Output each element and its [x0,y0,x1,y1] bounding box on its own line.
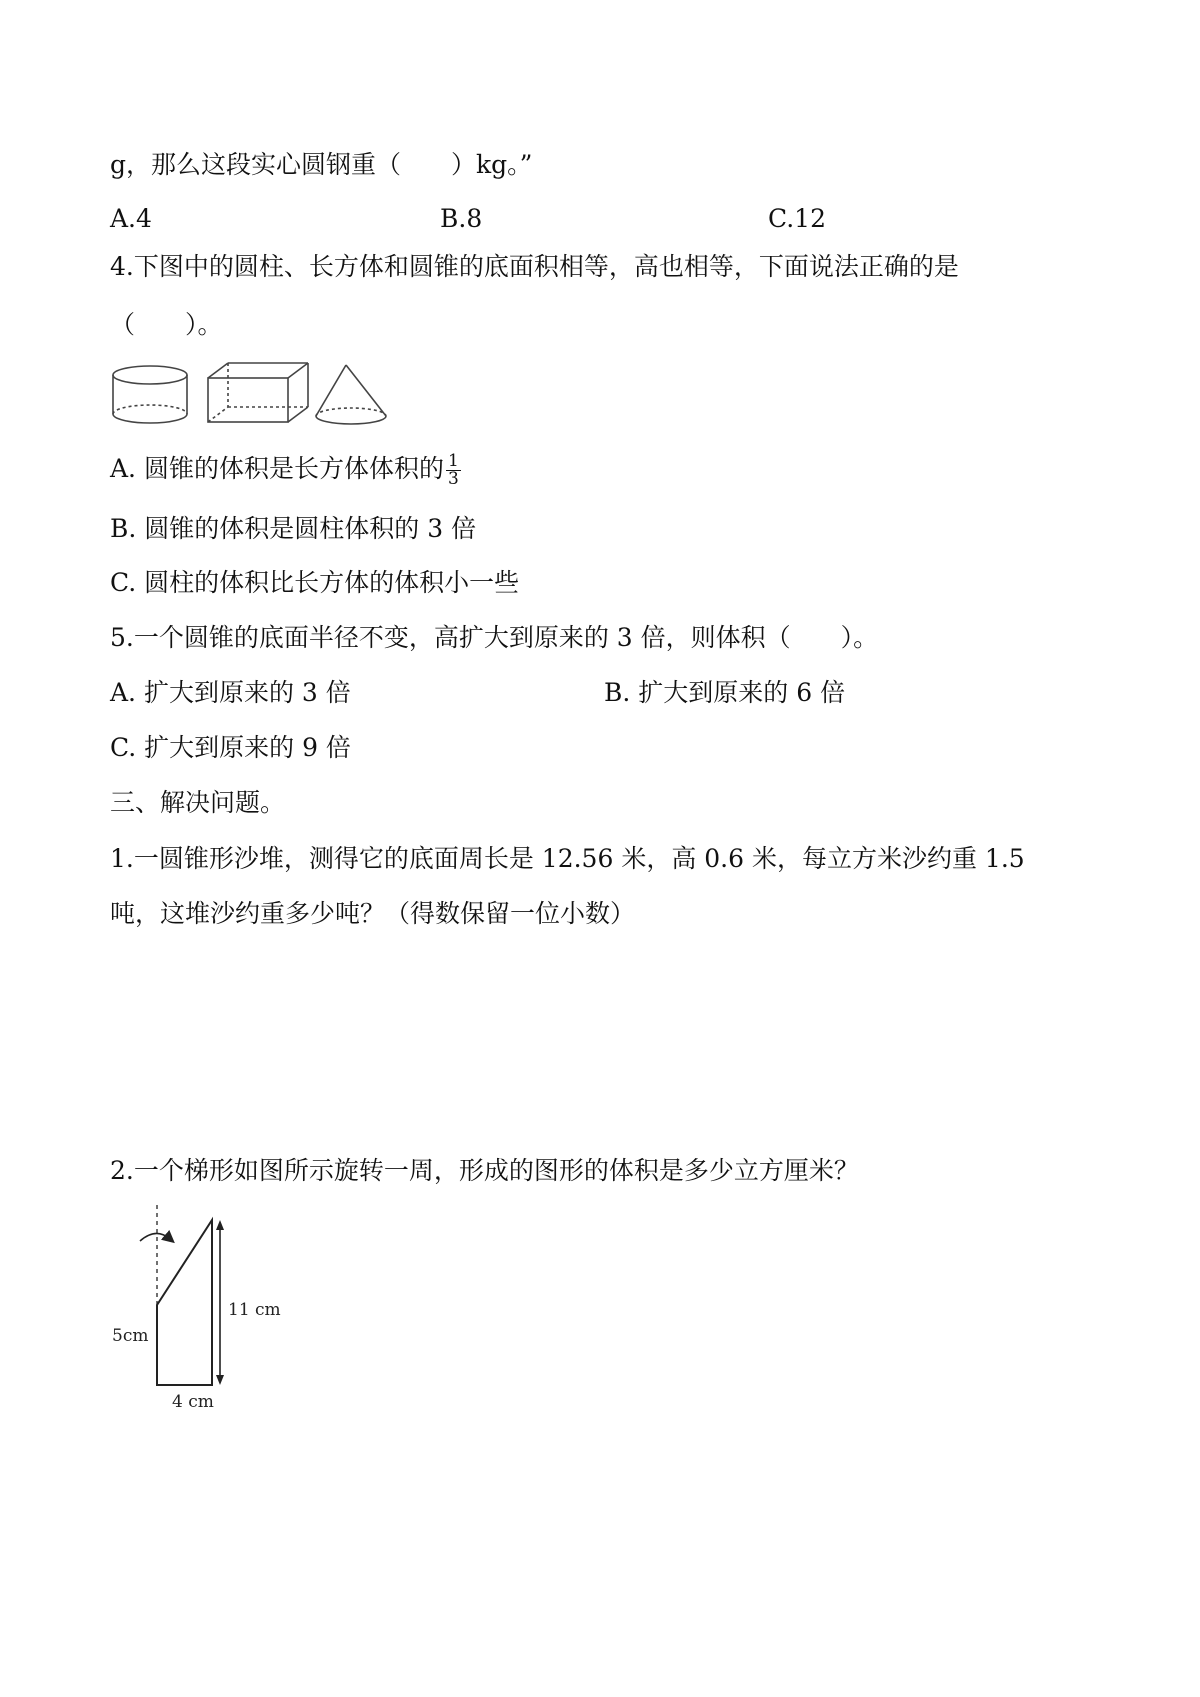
section3-p1-line1: 1.一圆锥形沙堆，测得它的底面周长是 12.56 米，高 0.6 米，每立方米沙约重 1.5 [110,844,1025,873]
q3-option-c: C.12 [768,204,826,233]
trapezoid-shape [157,1220,212,1385]
q4-option-b: B. 圆锥的体积是圆柱体积的 3 倍 [110,514,477,543]
section3-p2-text: 2.一个梯形如图所示旋转一周，形成的图形的体积是多少立方厘米？ [110,1156,859,1185]
label-right: 11 cm [228,1300,281,1320]
section3-title: 三、解决问题。 [110,788,286,817]
fraction-denominator: 3 [447,469,459,489]
solids-figure [110,360,390,430]
dimension-arrow-up [216,1220,224,1230]
rotation-arrow-icon [140,1233,170,1241]
q4-option-c: C. 圆柱的体积比长方体的体积小一些 [110,568,520,597]
label-left: 5cm [112,1326,149,1346]
q4-stem-line1: 4.下图中的圆柱、长方体和圆锥的底面积相等，高也相等，下面说法正确的是 [110,252,959,281]
q4-option-a [110,452,461,488]
q3-tail-text: g，那么这段实心圆钢重（ ）kg。” [110,150,533,179]
label-bottom: 4 cm [172,1392,214,1412]
cone-shape [316,365,386,424]
cuboid-shape [208,363,308,422]
q5-stem: 5.一个圆锥的底面半径不变，高扩大到原来的 3 倍，则体积（ ）。 [110,623,879,652]
q5-option-a: A. 扩大到原来的 3 倍 [110,678,351,707]
one-third-fraction [446,453,461,488]
fraction-numerator: 1 [447,451,459,471]
dimension-arrow-down [216,1375,224,1385]
q3-option-a: A.4 [110,204,152,233]
cylinder-shape [113,366,187,423]
section3-p1-line2: 吨，这堆沙约重多少吨？（得数保留一位小数） [110,899,636,928]
q5-option-b: B. 扩大到原来的 6 倍 [604,678,846,707]
q4-option-a-text: A. 圆锥的体积是长方体体积的 [110,454,444,483]
trapezoid-figure [100,1205,300,1415]
q4-stem-line2: （ ）。 [110,310,223,339]
q5-option-c: C. 扩大到原来的 9 倍 [110,733,351,762]
q3-option-b: B.8 [440,204,483,233]
